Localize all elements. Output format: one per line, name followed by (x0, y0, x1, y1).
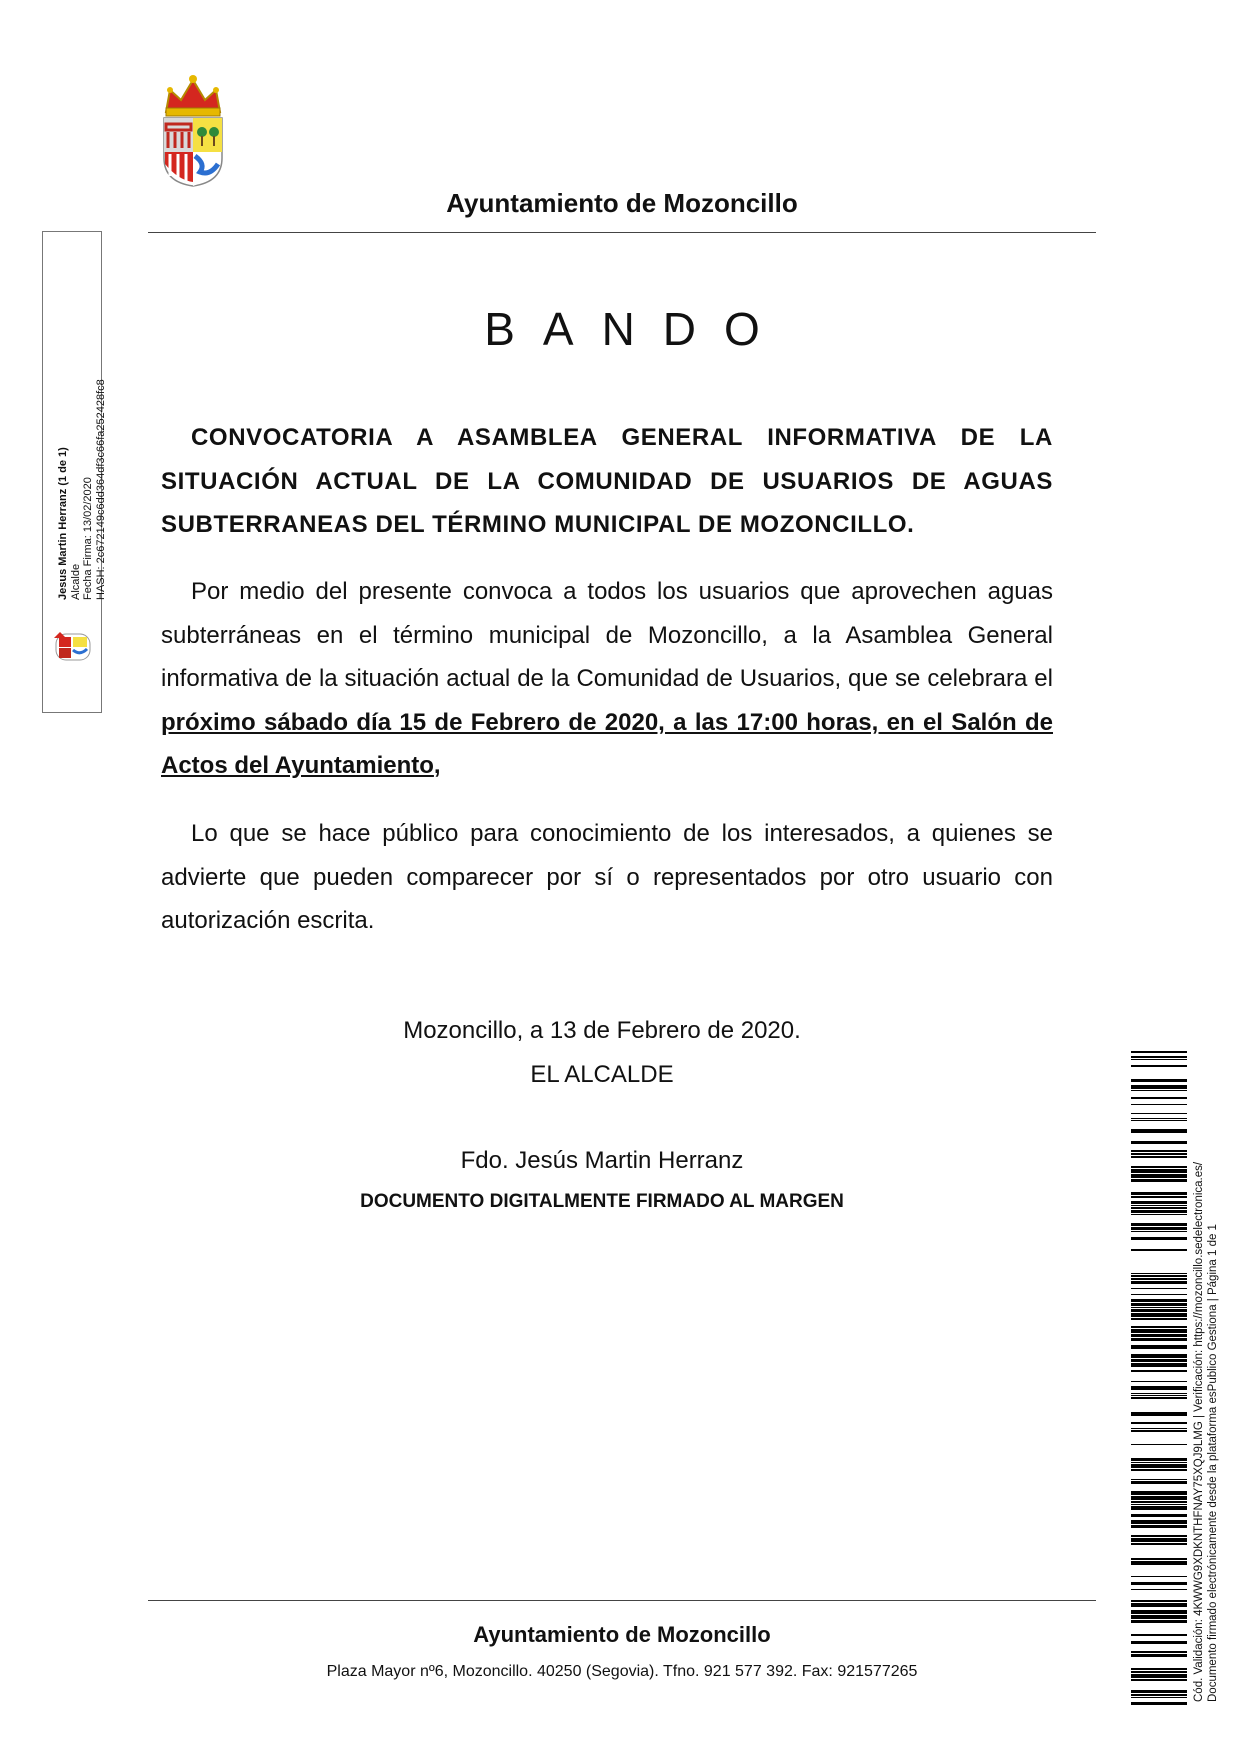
signature-date: Fecha Firma: 13/02/2020 (82, 477, 94, 600)
small-coat-of-arms-icon (50, 630, 96, 664)
signer-role: EL ALCALDE (530, 1061, 674, 1088)
event-details: próximo sábado día 15 de Febrero de 2020, a las 17:00 horas, en el Salón de Actos del Ayuntamiento (161, 708, 1053, 779)
convocation-body (161, 570, 1053, 788)
footer-divider (148, 1600, 1096, 1601)
signature-role: Alcalde (69, 563, 82, 600)
verification-text (1192, 1042, 1220, 1702)
document-title: BANDO (484, 303, 788, 355)
digital-signature-note: DOCUMENTO DIGITALMENTE FIRMADO AL MARGEN (360, 1191, 844, 1212)
signature-signer: Jesus Martin Herranz (1 de 1) (57, 447, 69, 600)
convocation-heading: CONVOCATORIA A ASAMBLEA GENERAL INFORMATIVA DE LA SITUACIÓN ACTUAL DE LA COMUNIDAD DE USUARIOS DE AGUAS SUBTERRANEAS DEL TÉRMINO MUNICIPAL DE MOZONCILLO. (161, 424, 1053, 538)
place-date: Mozoncillo, a 13 de Febrero de 2020. (403, 1017, 801, 1044)
verification-code: Cód. Validación: 4KWWG9XDKNTHFNAY75XQJ9LMG | Verificación: https://mozoncillo.sedelectronica.es/ (1193, 1161, 1205, 1702)
notice-paragraph: Lo que se hace público para conocimiento de los interesados, a quienes se advierte que pueden comparecer por sí o representados por otro usuario con autorización escrita. (161, 820, 1053, 934)
margin-signature-text (57, 379, 107, 600)
signed-by: Fdo. Jesús Martin Herranz (460, 1147, 744, 1174)
footer-name: Ayuntamiento de Mozoncillo (473, 1622, 771, 1647)
verification-platform: Documento firmado electrónicamente desde la plataforma esPublico Gestiona | Página 1 de 1 (1207, 1224, 1219, 1702)
signature-hash: HASH: 2c672149c6dd364df3c66fa252428fc8 (94, 379, 107, 600)
footer-address: Plaza Mayor nº6, Mozoncillo. 40250 (Segovia). Tfno. 921 577 392. Fax: 921577265 (326, 1663, 918, 1680)
header-divider (148, 232, 1096, 233)
margin-signature-box (42, 231, 107, 713)
body-text: Por medio del presente convoca a todos los usuarios que aprovechen aguas subterráneas en el término municipal de Mozoncillo, a la Asamblea General informativa de la situación actual de la Comunidad de Usuarios, que se celebrara el (161, 578, 1053, 692)
barcode-icon (1131, 1051, 1187, 1705)
body-tail: , (433, 752, 441, 779)
coat-of-arms-icon (148, 72, 238, 190)
header-title: Ayuntamiento de Mozoncillo (446, 188, 798, 218)
